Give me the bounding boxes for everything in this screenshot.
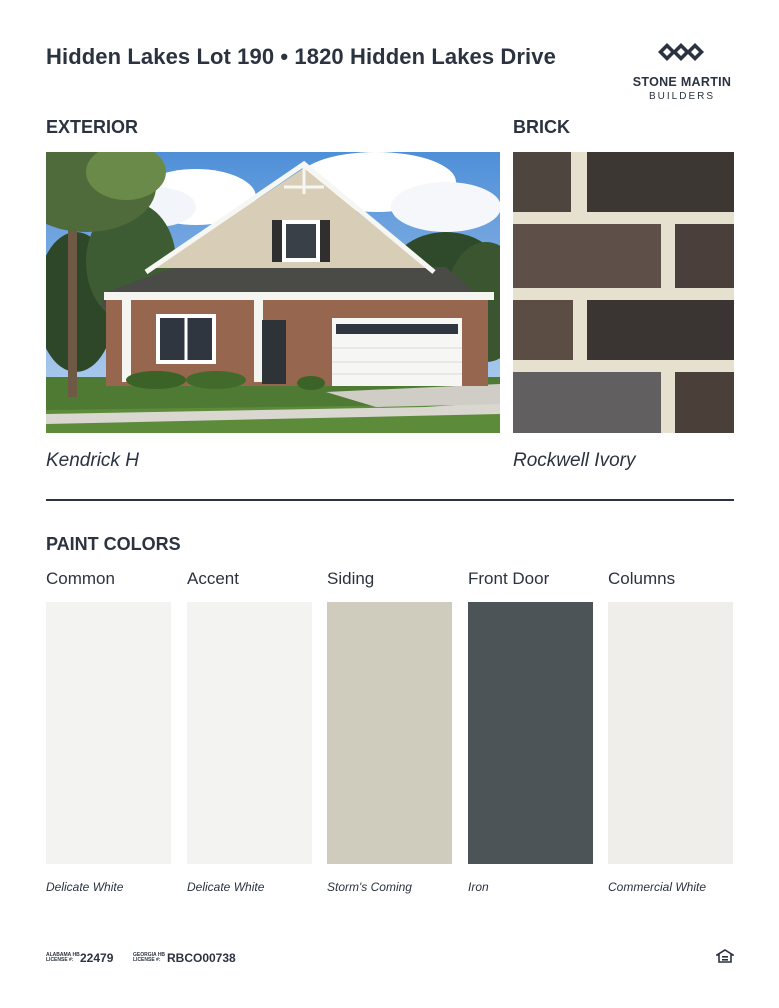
logo-text-line1: STONE MARTIN	[632, 75, 732, 89]
section-divider	[46, 499, 734, 501]
paint-name-siding: Storm's Coming	[327, 880, 412, 894]
swatch-accent	[187, 602, 312, 864]
swatch-front-door	[468, 602, 593, 864]
paint-name-common: Delicate White	[46, 880, 124, 894]
georgia-license-number: RBCO00738	[167, 951, 236, 965]
paint-name-accent: Delicate White	[187, 880, 265, 894]
brick-name: Rockwell Ivory	[513, 450, 636, 471]
brick-heading: BRICK	[513, 117, 570, 137]
stone-martin-logo	[626, 42, 738, 106]
paint-name-front-door: Iron	[468, 880, 489, 894]
logo-diamond-icon	[657, 42, 707, 70]
paint-label-siding: Siding	[327, 569, 375, 588]
swatch-common	[46, 602, 171, 864]
paint-label-common: Common	[46, 569, 115, 588]
exterior-image	[46, 152, 500, 433]
exterior-heading: EXTERIOR	[46, 117, 139, 137]
exterior-model-name: Kendrick H	[46, 450, 139, 471]
equal-housing-icon	[716, 949, 734, 963]
logo-text-line2: BUILDERS	[648, 91, 715, 102]
georgia-license-label: GEORGIA HB LICENSE #:	[133, 952, 166, 963]
paint-label-front-door: Front Door	[468, 569, 550, 588]
page-title: Hidden Lakes Lot 190 • 1820 Hidden Lakes Drive	[46, 44, 556, 69]
paint-name-columns: Commercial White	[608, 880, 707, 894]
alabama-license-number: 22479	[80, 951, 114, 965]
alabama-license-label: ALABAMA HB LICENSE #:	[46, 952, 80, 963]
paint-colors-heading: PAINT COLORS	[46, 534, 181, 554]
swatch-siding	[327, 602, 452, 864]
paint-label-columns: Columns	[608, 569, 676, 588]
swatch-columns	[608, 602, 733, 864]
paint-label-accent: Accent	[187, 569, 239, 588]
brick-image	[513, 152, 734, 433]
